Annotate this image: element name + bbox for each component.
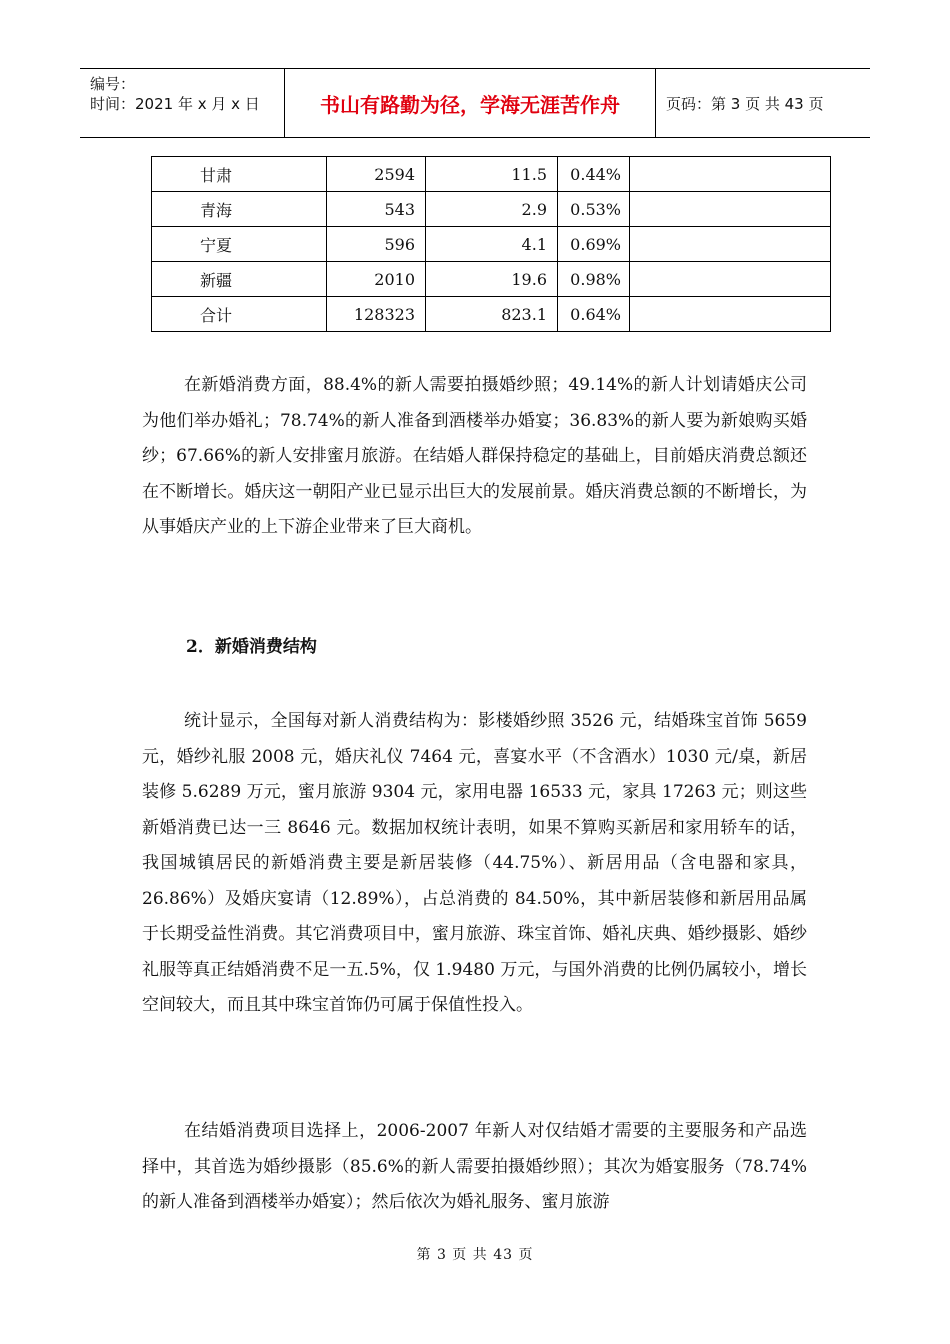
table-cell: 2.9 xyxy=(426,192,558,227)
table-cell: 0.44% xyxy=(558,157,630,192)
table-cell xyxy=(630,227,831,262)
table-cell xyxy=(630,157,831,192)
table-cell: 甘肃 xyxy=(152,157,327,192)
table-cell: 4.1 xyxy=(426,227,558,262)
table-row xyxy=(152,227,831,262)
table-cell: 2010 xyxy=(327,262,426,297)
table-row-total xyxy=(152,297,831,332)
page-header xyxy=(80,68,870,138)
header-motto: 书山有路勤为径，学海无涯苦作舟 xyxy=(284,69,656,137)
table-cell: 合计 xyxy=(152,297,327,332)
section-title: 2．新婚消费结构 xyxy=(186,637,317,657)
table-cell: 青海 xyxy=(152,192,327,227)
paragraph-wedding-consumption: 在新婚消费方面，88.4%的新人需要拍摄婚纱照；49.14%的新人计划请婚庆公司为他们举办婚礼；78.74%的新人准备到酒楼举办婚宴；36.83%的新人要为新娘购买婚纱；67.66%的新人安排蜜月旅游。在结婚人群保持稳定的基础上，目前婚庆消费总额还在不断增长。婚庆这一朝阳产业已显示出巨大的发展前景。婚庆消费总额的不断增长，为从事婚庆产业的上下游企业带来了巨大商机。 xyxy=(142,375,807,537)
table-row xyxy=(152,157,831,192)
table-cell: 0.64% xyxy=(558,297,630,332)
paragraph-consumption-structure: 统计显示，全国每对新人消费结构为：影楼婚纱照 3526 元，结婚珠宝首饰 5659 元，婚纱礼服 2008 元，婚庆礼仪 7464 元，喜宴水平（不含酒水）1030 元/桌，新居装修 5.6289 万元，蜜月旅游 9304 元，家用电器 16533 元，家具 17263 元；则这些新婚消费已达一三 8646 元。数据加权统计表明，如果不算购买新居和家用轿车的话，我国城镇居民的新婚消费主要是新居装修（44.75%）、新居用品（含电器和家具，26.86%）及婚庆宴请（12.89%），占总消费的 84.50%，其中新居装修和新居用品属于长期受益性消费。其它消费项目中，蜜月旅游、珠宝首饰、婚礼庆典、婚纱摄影、婚纱礼服等真正结婚消费不足一五.5%，仅 1.9480 万元，与国外消费的比例仍属较小，增长空间较大，而且其中珠宝首饰仍可属于保值性投入。 xyxy=(142,711,807,1015)
header-meta xyxy=(80,69,284,137)
table-row xyxy=(152,192,831,227)
table-cell: 0.98% xyxy=(558,262,630,297)
table-cell: 596 xyxy=(327,227,426,262)
table-cell: 11.5 xyxy=(426,157,558,192)
table-cell: 0.53% xyxy=(558,192,630,227)
province-table xyxy=(151,156,831,332)
page-footer: 第 3 页 共 43 页 xyxy=(416,1247,534,1263)
paragraph-item-selection: 在结婚消费项目选择上，2006-2007 年新人对仅结婚才需要的主要服务和产品选择中，其首选为婚纱摄影（85.6%的新人需要拍摄婚纱照）；其次为婚宴服务（78.74%的新人准备到酒楼举办婚宴）；然后依次为婚礼服务、蜜月旅游 xyxy=(142,1121,807,1212)
table-cell: 543 xyxy=(327,192,426,227)
table-cell xyxy=(630,297,831,332)
table-row xyxy=(152,262,831,297)
time-label: 时间：2021 年 x 月 x 日 xyxy=(90,95,260,113)
table-cell: 新疆 xyxy=(152,262,327,297)
code-label: 编号： xyxy=(90,75,136,93)
table-cell: 823.1 xyxy=(426,297,558,332)
table-cell: 19.6 xyxy=(426,262,558,297)
table-cell: 2594 xyxy=(327,157,426,192)
table-cell xyxy=(630,192,831,227)
table-cell: 宁夏 xyxy=(152,227,327,262)
header-page-info: 页码：第 3 页 共 43 页 xyxy=(666,94,824,113)
table-cell: 0.69% xyxy=(558,227,630,262)
table-cell: 128323 xyxy=(327,297,426,332)
table-cell xyxy=(630,262,831,297)
